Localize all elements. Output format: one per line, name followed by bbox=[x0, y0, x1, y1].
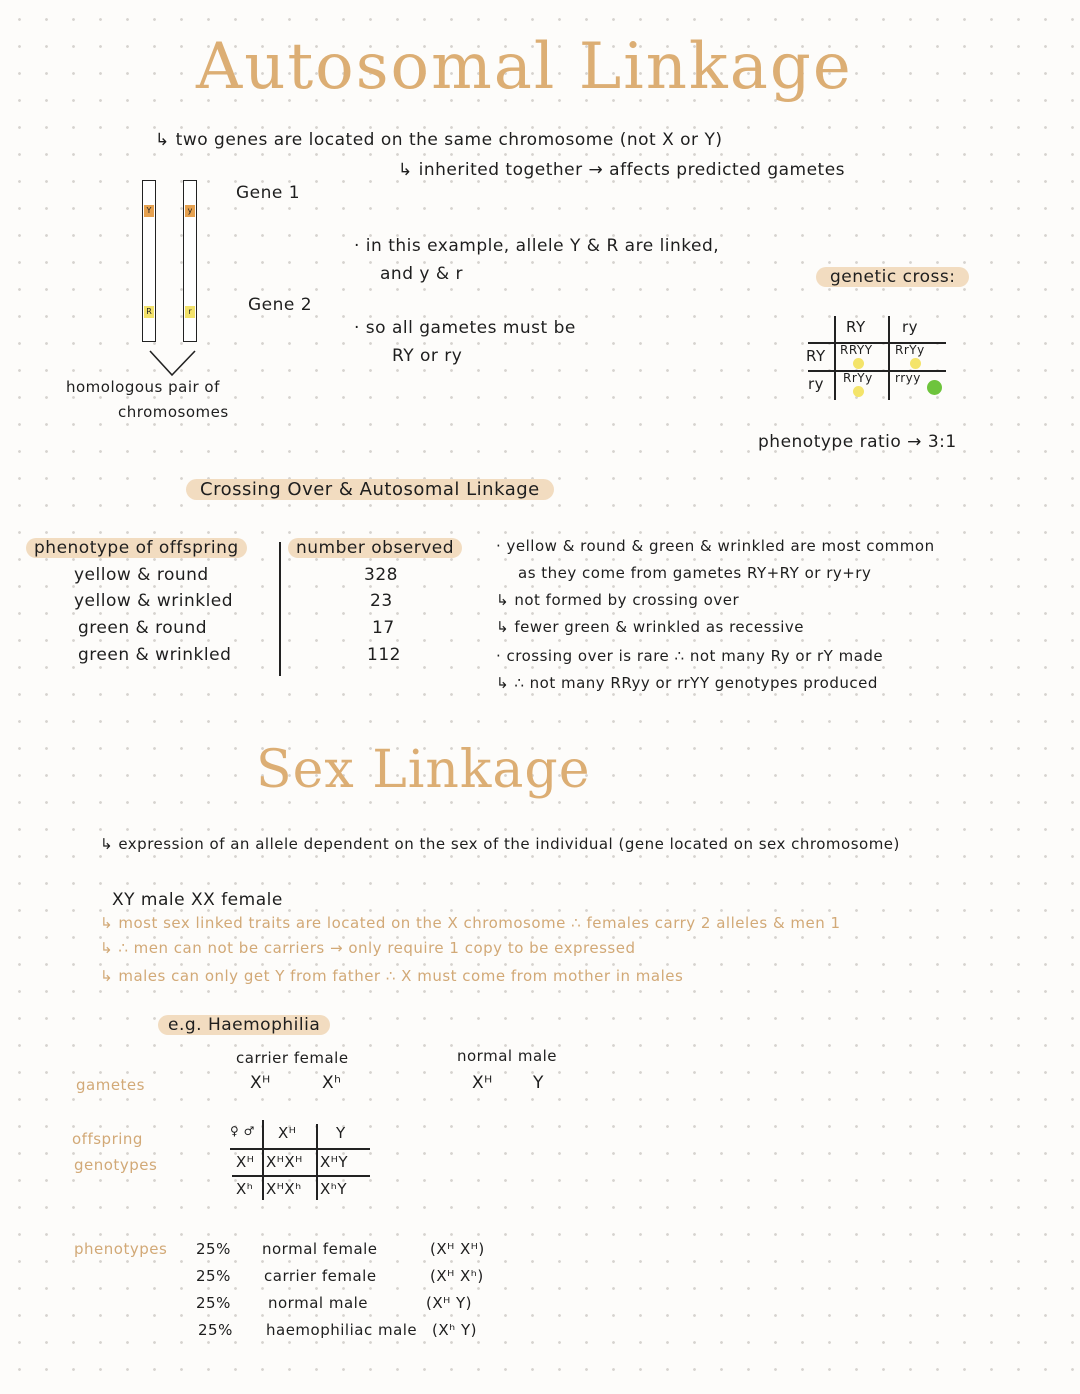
page-title: Autosomal Linkage bbox=[196, 30, 853, 104]
punnett-cell-11: RRYY bbox=[840, 343, 873, 357]
hp-cell-22: XʰY bbox=[320, 1180, 348, 1198]
punnett-row-ry: ry bbox=[808, 375, 825, 393]
normal-male-label: normal male bbox=[457, 1047, 558, 1065]
punnett-cell-22: rryy bbox=[895, 371, 921, 385]
hp-hline-1 bbox=[230, 1148, 370, 1150]
hp-cell-11: XᴴXᴴ bbox=[266, 1153, 303, 1171]
phenotype-ratio: phenotype ratio → 3:1 bbox=[758, 432, 957, 452]
allele-R-band: R bbox=[144, 306, 154, 318]
hp-row-XH: Xᴴ bbox=[236, 1153, 255, 1171]
genetic-cross-label: genetic cross: bbox=[816, 267, 969, 287]
list-item-pct: 25% bbox=[196, 1294, 231, 1312]
definition-line-1: ↳ two genes are located on the same chromosome (not X or Y) bbox=[155, 130, 723, 150]
number-header: number observed bbox=[288, 538, 462, 558]
hp-vline-2 bbox=[316, 1124, 318, 1200]
punnett-hline-2 bbox=[808, 370, 946, 372]
bullet-2b: RY or ry bbox=[392, 346, 463, 366]
hp-vline-1 bbox=[262, 1120, 264, 1200]
genotypes-label: genotypes bbox=[74, 1156, 158, 1174]
punnett-col-ry: ry bbox=[902, 318, 919, 336]
chromosomes-label: chromosomes bbox=[118, 403, 229, 421]
list-item-geno: (Xᴴ Y) bbox=[426, 1294, 473, 1312]
phenotypes-label: phenotypes bbox=[74, 1240, 168, 1258]
punnett-col-RY: RY bbox=[846, 318, 866, 336]
yellow-pea-dot bbox=[853, 358, 864, 369]
crossing-note-4: ↳ fewer green & wrinkled as recessive bbox=[496, 618, 805, 636]
sex-point-3: ↳ males can only get Y from father ∴ X must come from mother in males bbox=[100, 967, 684, 985]
bullet-1b: and y & r bbox=[380, 264, 464, 284]
hp-row-Xh: Xʰ bbox=[236, 1180, 254, 1198]
allele-r-band: r bbox=[185, 306, 195, 318]
sex-point-1: ↳ most sex linked traits are located on the X chromosome ∴ females carry 2 alleles & men 1 bbox=[100, 914, 841, 932]
chromosome-right bbox=[183, 180, 197, 342]
hp-cell-12: XᴴY bbox=[320, 1153, 349, 1171]
example-label: e.g. Haemophilia bbox=[158, 1015, 330, 1035]
hp-cell-21: XᴴXʰ bbox=[266, 1180, 302, 1198]
table-row-number: 17 bbox=[372, 618, 395, 638]
bullet-2a: · so all gametes must be bbox=[354, 318, 576, 338]
gamete-Xh-female: Xʰ bbox=[322, 1073, 342, 1093]
punnett-vline-2 bbox=[888, 316, 890, 400]
list-item-geno: (Xᴴ Xᴴ) bbox=[430, 1240, 485, 1258]
table-divider bbox=[279, 542, 281, 676]
table-row-phenotype: green & wrinkled bbox=[78, 645, 232, 665]
punnett-row-RY: RY bbox=[806, 347, 826, 365]
gamete-XH-female: Xᴴ bbox=[250, 1073, 271, 1093]
list-item-desc: carrier female bbox=[264, 1267, 377, 1285]
crossing-over-title: Crossing Over & Autosomal Linkage bbox=[186, 479, 554, 500]
chromosome-left bbox=[142, 180, 156, 342]
list-item-pct: 25% bbox=[198, 1321, 233, 1339]
crossing-note-6: ↳ ∴ not many RRyy or rrYY genotypes produced bbox=[496, 674, 878, 692]
gene-1-label: Gene 1 bbox=[236, 183, 301, 203]
table-row-phenotype: green & round bbox=[78, 618, 208, 638]
table-row-number: 328 bbox=[364, 565, 398, 585]
crossing-note-5: · crossing over is rare ∴ not many Ry or rY made bbox=[496, 647, 884, 665]
hp-hline-2 bbox=[232, 1175, 370, 1177]
hp-col-Y: Y bbox=[336, 1124, 346, 1142]
punnett-hline-1 bbox=[808, 342, 946, 344]
table-row-number: 23 bbox=[370, 591, 393, 611]
list-item-geno: (Xʰ Y) bbox=[432, 1321, 477, 1339]
sex-chromosomes-line: XY male XX female bbox=[112, 890, 283, 910]
table-row-phenotype: yellow & wrinkled bbox=[74, 591, 234, 611]
gene-2-label: Gene 2 bbox=[248, 295, 313, 315]
crossing-note-3: ↳ not formed by crossing over bbox=[496, 591, 740, 609]
offspring-label: offspring bbox=[72, 1130, 143, 1148]
list-item-desc: normal male bbox=[268, 1294, 369, 1312]
crossing-note-2: as they come from gametes RY+RY or ry+ry bbox=[518, 564, 872, 582]
gamete-XH-male: Xᴴ bbox=[472, 1073, 493, 1093]
carrier-female-label: carrier female bbox=[236, 1049, 349, 1067]
gametes-label: gametes bbox=[76, 1076, 145, 1094]
list-item-pct: 25% bbox=[196, 1240, 231, 1258]
yellow-pea-dot bbox=[910, 358, 921, 369]
allele-Y-band: Y bbox=[144, 205, 154, 217]
definition-line-2: ↳ inherited together → affects predicted gametes bbox=[398, 160, 846, 180]
list-item-geno: (Xᴴ Xʰ) bbox=[430, 1267, 484, 1285]
sex-linkage-definition: ↳ expression of an allele dependent on the sex of the individual (gene located on sex chromosome) bbox=[100, 835, 900, 853]
list-item-desc: normal female bbox=[262, 1240, 378, 1258]
crossing-note-1: · yellow & round & green & wrinkled are most common bbox=[496, 537, 935, 555]
punnett-cell-21: RrYy bbox=[843, 371, 873, 385]
gamete-Y-male: Y bbox=[533, 1073, 544, 1093]
bullet-1a: · in this example, allele Y & R are linked, bbox=[354, 236, 720, 256]
list-item-desc: haemophiliac male bbox=[266, 1321, 418, 1339]
phenotype-header: phenotype of offspring bbox=[26, 538, 247, 558]
table-row-number: 112 bbox=[367, 645, 401, 665]
hp-col-XH: Xᴴ bbox=[278, 1124, 297, 1142]
list-item-pct: 25% bbox=[196, 1267, 231, 1285]
punnett-cell-12: RrYy bbox=[895, 343, 925, 357]
allele-y-band: y bbox=[185, 205, 195, 217]
pair-arrow-icon bbox=[145, 348, 205, 378]
sex-point-2: ↳ ∴ men can not be carriers → only require 1 copy to be expressed bbox=[100, 939, 636, 957]
sex-symbols-icon: ♀ ♂ bbox=[230, 1124, 255, 1138]
sex-linkage-title: Sex Linkage bbox=[256, 740, 591, 800]
yellow-pea-dot bbox=[853, 386, 864, 397]
homologous-label: homologous pair of bbox=[66, 378, 220, 396]
table-row-phenotype: yellow & round bbox=[74, 565, 209, 585]
green-pea-dot bbox=[927, 380, 942, 395]
punnett-vline-1 bbox=[834, 316, 836, 400]
